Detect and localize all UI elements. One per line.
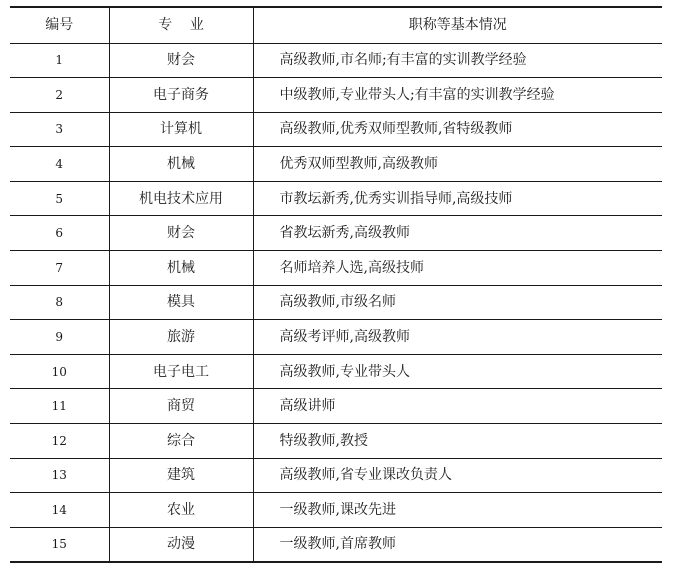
table-row — [10, 78, 662, 113]
row-number: 14 — [10, 493, 109, 528]
row-major: 机械 — [109, 251, 253, 286]
table-row — [10, 181, 662, 216]
table-row — [10, 112, 662, 147]
row-info: 高级考评师,高级教师 — [253, 320, 662, 355]
row-major: 综合 — [109, 424, 253, 459]
header-number: 编号 — [10, 7, 109, 43]
row-number: 10 — [10, 354, 109, 389]
row-major: 建筑 — [109, 458, 253, 493]
row-number: 8 — [10, 285, 109, 320]
table-row — [10, 424, 662, 459]
row-number: 9 — [10, 320, 109, 355]
row-info: 一级教师,首席教师 — [253, 527, 662, 562]
row-major: 财会 — [109, 43, 253, 78]
row-info: 高级教师,优秀双师型教师,省特级教师 — [253, 112, 662, 147]
table-row — [10, 527, 662, 562]
row-number: 3 — [10, 112, 109, 147]
row-major: 旅游 — [109, 320, 253, 355]
row-number: 15 — [10, 527, 109, 562]
row-info: 市教坛新秀,优秀实训指导师,高级技师 — [253, 181, 662, 216]
row-major: 动漫 — [109, 527, 253, 562]
row-info: 名师培养人选,高级技师 — [253, 251, 662, 286]
row-info: 特级教师,教授 — [253, 424, 662, 459]
table-row — [10, 389, 662, 424]
table-row — [10, 320, 662, 355]
row-number: 1 — [10, 43, 109, 78]
table-body — [10, 43, 662, 562]
teacher-table-container — [10, 6, 662, 563]
row-major: 机械 — [109, 147, 253, 182]
row-info: 高级教师,市级名师 — [253, 285, 662, 320]
row-number: 13 — [10, 458, 109, 493]
table-header — [10, 7, 662, 43]
row-info: 高级教师,省专业课改负责人 — [253, 458, 662, 493]
table-row — [10, 493, 662, 528]
row-major: 模具 — [109, 285, 253, 320]
table-row — [10, 251, 662, 286]
header-row — [10, 7, 662, 43]
row-number: 4 — [10, 147, 109, 182]
teacher-info-table — [10, 6, 662, 563]
row-info: 优秀双师型教师,高级教师 — [253, 147, 662, 182]
row-major: 电子电工 — [109, 354, 253, 389]
row-number: 5 — [10, 181, 109, 216]
row-info: 省教坛新秀,高级教师 — [253, 216, 662, 251]
table-row — [10, 147, 662, 182]
row-number: 6 — [10, 216, 109, 251]
row-info: 高级教师,市名师;有丰富的实训教学经验 — [253, 43, 662, 78]
row-number: 2 — [10, 78, 109, 113]
table-row — [10, 458, 662, 493]
row-major: 财会 — [109, 216, 253, 251]
row-info: 高级教师,专业带头人 — [253, 354, 662, 389]
row-major: 商贸 — [109, 389, 253, 424]
row-number: 11 — [10, 389, 109, 424]
row-major: 计算机 — [109, 112, 253, 147]
table-row — [10, 216, 662, 251]
row-major: 电子商务 — [109, 78, 253, 113]
row-major: 农业 — [109, 493, 253, 528]
table-row — [10, 43, 662, 78]
row-major: 机电技术应用 — [109, 181, 253, 216]
row-info: 中级教师,专业带头人;有丰富的实训教学经验 — [253, 78, 662, 113]
row-info: 一级教师,课改先进 — [253, 493, 662, 528]
table-row — [10, 285, 662, 320]
row-number: 7 — [10, 251, 109, 286]
row-info: 高级讲师 — [253, 389, 662, 424]
header-major: 专 业 — [109, 7, 253, 43]
header-info: 职称等基本情况 — [253, 7, 662, 43]
row-number: 12 — [10, 424, 109, 459]
table-row — [10, 354, 662, 389]
